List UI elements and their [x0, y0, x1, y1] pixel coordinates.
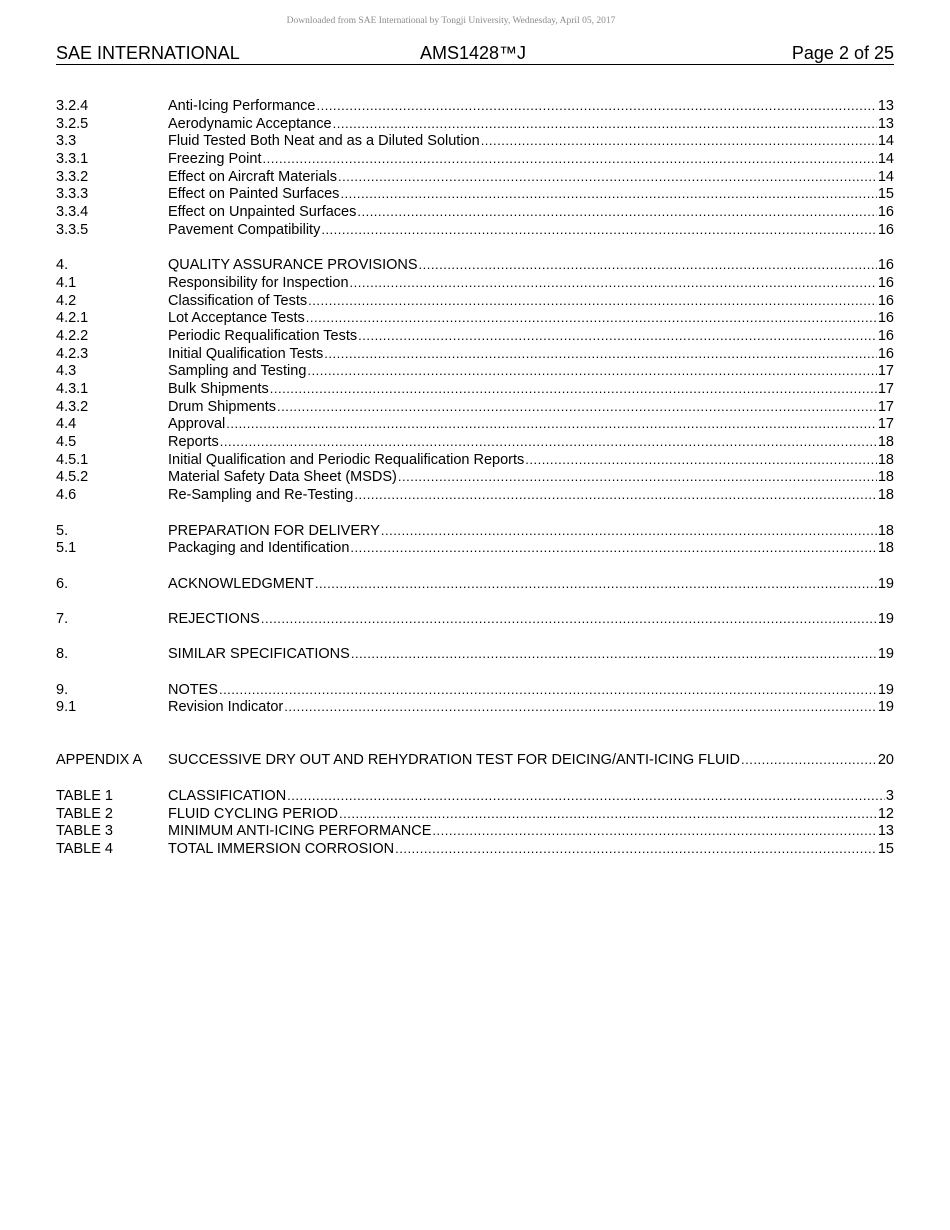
toc-entry-title: Effect on Aircraft Materials [168, 168, 337, 185]
toc-entry-page: 13 [877, 115, 894, 132]
toc-entry-title: Pavement Compatibility [168, 221, 321, 238]
toc-entry-page: 19 [877, 646, 894, 663]
toc-entry-page: 13 [877, 98, 894, 114]
dot-leader [419, 256, 877, 274]
dot-leader [226, 415, 877, 433]
toc-entry [56, 221, 894, 239]
toc-entry-title: Lot Acceptance Tests [168, 310, 305, 327]
dot-leader [277, 398, 877, 416]
toc-entry-page: 14 [877, 168, 894, 185]
toc-entry-title: FLUID CYCLING PERIOD [168, 805, 338, 822]
toc-entry-title: REJECTIONS [168, 610, 260, 627]
toc-entry-page: 16 [877, 345, 894, 362]
toc-entry-number: 3.3.3 [56, 186, 89, 203]
dot-leader [340, 185, 876, 203]
toc-entry-page: 18 [877, 469, 894, 486]
toc-entry [56, 185, 894, 203]
dot-leader [395, 840, 877, 858]
toc-entry-title: Re-Sampling and Re-Testing [168, 487, 354, 504]
toc-entry-page: 19 [877, 681, 894, 698]
toc-entry-page: 19 [877, 575, 894, 592]
toc-entry-page: 16 [877, 221, 894, 238]
section-spacer [56, 239, 894, 257]
toc-entry-number: 4. [56, 257, 69, 274]
dot-leader [287, 787, 885, 805]
section-spacer [56, 628, 894, 646]
toc-entry-number: 4.5.2 [56, 469, 89, 486]
toc-entry-page: 16 [877, 204, 894, 221]
section-spacer [56, 716, 894, 751]
dot-leader [321, 221, 877, 239]
toc-entry-number: 4.2.1 [56, 310, 89, 327]
toc-entry-page: 17 [877, 398, 894, 415]
toc-entry-title: Reports [168, 434, 219, 451]
toc-entry [56, 274, 894, 292]
toc-entry-page: 19 [877, 699, 894, 716]
toc-entry [56, 415, 894, 433]
page-header [56, 43, 894, 65]
table-of-contents [56, 97, 894, 858]
toc-entry-title: Bulk Shipments [168, 381, 269, 397]
toc-entry-page: 15 [877, 186, 894, 203]
dot-leader [398, 468, 877, 486]
toc-entry-number: 4.2.3 [56, 345, 89, 362]
toc-entry-number: 3.3.2 [56, 168, 89, 185]
toc-entry-title: Approval [168, 416, 226, 433]
dot-leader [351, 645, 877, 663]
toc-entry-title: Effect on Unpainted Surfaces [168, 204, 357, 221]
header-document-id: AMS1428™J [420, 43, 527, 63]
toc-entry-title: PREPARATION FOR DELIVERY [168, 522, 380, 539]
toc-entry-title: Initial Qualification and Periodic Requalification Reports [168, 451, 525, 468]
toc-entry-page: 16 [877, 327, 894, 344]
toc-entry-page: 16 [877, 292, 894, 309]
toc-entry [56, 433, 894, 451]
toc-entry-title: Revision Indicator [168, 699, 284, 716]
toc-entry-title: TOTAL IMMERSION CORROSION [168, 840, 395, 857]
dot-leader [354, 486, 876, 504]
toc-entry-page: 15 [877, 840, 894, 857]
dot-leader [263, 150, 877, 168]
toc-entry-number: 3.3.1 [56, 151, 89, 168]
toc-entry-title: Aerodynamic Acceptance [168, 115, 332, 132]
toc-entry-number: 3.3 [56, 133, 77, 150]
dot-leader [350, 539, 876, 557]
toc-entry-number: TABLE 4 [56, 840, 113, 857]
toc-entry [56, 486, 894, 504]
toc-entry [56, 150, 894, 168]
toc-entry [56, 468, 894, 486]
dot-leader [306, 309, 877, 327]
toc-entry-number: 3.2.4 [56, 98, 89, 114]
toc-entry [56, 345, 894, 363]
toc-entry-page: 20 [877, 752, 894, 769]
toc-entry-number: TABLE 1 [56, 787, 113, 804]
dot-leader [284, 698, 877, 716]
toc-entry-title: Anti-Icing Performance [168, 98, 316, 114]
toc-entry-number: 3.2.5 [56, 115, 89, 132]
header-page-number: Page 2 of 25 [791, 43, 894, 63]
toc-entry-page: 14 [877, 151, 894, 168]
section-spacer [56, 769, 894, 787]
toc-entry-number: 3.3.4 [56, 204, 89, 221]
dot-leader [741, 751, 877, 769]
dot-leader [339, 805, 877, 823]
toc-entry [56, 751, 894, 769]
toc-entry-page: 13 [877, 823, 894, 840]
toc-entry-title: MINIMUM ANTI-ICING PERFORMANCE [168, 823, 432, 840]
dot-leader [358, 327, 877, 345]
toc-entry [56, 522, 894, 540]
toc-entry-number: 4.3.2 [56, 398, 89, 415]
dot-leader [316, 97, 876, 115]
toc-entry-page: 16 [877, 274, 894, 291]
dot-leader [308, 292, 877, 310]
toc-entry-number: 4.6 [56, 487, 77, 504]
section-spacer [56, 592, 894, 610]
toc-entry-title: CLASSIFICATION [168, 787, 287, 804]
toc-entry-page: 18 [877, 451, 894, 468]
toc-entry-page: 17 [877, 416, 894, 433]
toc-entry-title: Initial Qualification Tests [168, 345, 324, 362]
toc-entry-title: Freezing Point [168, 151, 262, 168]
section-spacer [56, 557, 894, 575]
toc-entry-number: 8. [56, 646, 69, 663]
toc-entry [56, 840, 894, 858]
toc-entry [56, 380, 894, 398]
dot-leader [307, 362, 876, 380]
toc-entry-page: 18 [877, 540, 894, 557]
toc-entry-page: 16 [877, 310, 894, 327]
toc-entry-number: 4.1 [56, 274, 77, 291]
dot-leader [315, 575, 877, 593]
dot-leader [381, 522, 877, 540]
toc-entry-title: SIMILAR SPECIFICATIONS [168, 646, 350, 663]
toc-entry [56, 327, 894, 345]
toc-entry-page: 3 [885, 787, 894, 804]
toc-entry-title: ACKNOWLEDGMENT [168, 575, 314, 592]
toc-entry-number: TABLE 2 [56, 805, 113, 822]
toc-entry-page: 12 [877, 805, 894, 822]
toc-entry-title: Material Safety Data Sheet (MSDS) [168, 469, 397, 486]
toc-entry [56, 787, 894, 805]
dot-leader [338, 168, 877, 186]
toc-entry-number: 9. [56, 681, 69, 698]
toc-entry-number: 4.2 [56, 292, 77, 309]
toc-entry-number: 5.1 [56, 540, 77, 557]
toc-entry-number: 4.4 [56, 416, 77, 433]
toc-entry-title: Periodic Requalification Tests [168, 327, 358, 344]
toc-entry [56, 362, 894, 380]
toc-entry-page: 17 [877, 363, 894, 380]
section-spacer [56, 504, 894, 522]
toc-entry-title: Effect on Painted Surfaces [168, 186, 340, 203]
toc-entry [56, 698, 894, 716]
toc-entry-page: 18 [877, 434, 894, 451]
toc-entry [56, 132, 894, 150]
toc-entry [56, 451, 894, 469]
toc-entry-title: Sampling and Testing [168, 363, 307, 380]
dot-leader [481, 132, 877, 150]
toc-entry [56, 805, 894, 823]
dot-leader [357, 203, 877, 221]
toc-entry-number: 4.5 [56, 434, 77, 451]
toc-entry [56, 610, 894, 628]
dot-leader [270, 380, 877, 398]
toc-entry-number: 4.2.2 [56, 327, 89, 344]
toc-entry [56, 256, 894, 274]
toc-entry [56, 539, 894, 557]
toc-entry-number: 9.1 [56, 699, 77, 716]
header-organization: SAE INTERNATIONAL [56, 43, 240, 63]
dot-leader [220, 433, 877, 451]
toc-entry-title: Packaging and Identification [168, 540, 350, 557]
toc-entry [56, 398, 894, 416]
toc-entry-page: 17 [877, 381, 894, 397]
toc-entry-number: 7. [56, 610, 69, 627]
dot-leader [432, 822, 876, 840]
toc-entry-title: Classification of Tests [168, 292, 308, 309]
toc-entry-title: Drum Shipments [168, 398, 276, 415]
toc-entry-page: 16 [877, 257, 894, 274]
toc-entry-number: 3.3.5 [56, 221, 89, 238]
toc-entry-page: 19 [877, 610, 894, 627]
dot-leader [333, 115, 877, 133]
toc-entry-title: SUCCESSIVE DRY OUT AND REHYDRATION TEST FOR DEICING/ANTI-ICING FLUID [168, 752, 741, 769]
toc-entry [56, 575, 894, 593]
toc-entry [56, 645, 894, 663]
toc-entry-number: 4.3 [56, 363, 77, 380]
download-watermark: Downloaded from SAE International by Tongji University, Wednesday, April 05, 2017 [286, 16, 616, 26]
toc-entry-number: 5. [56, 522, 69, 539]
toc-entry-page: 18 [877, 522, 894, 539]
toc-entry-title: NOTES [168, 681, 218, 698]
toc-entry-number: 4.3.1 [56, 381, 89, 397]
dot-leader [324, 345, 877, 363]
toc-entry [56, 822, 894, 840]
toc-entry-title: Responsibility for Inspection [168, 274, 349, 291]
toc-entry [56, 97, 894, 115]
dot-leader [261, 610, 877, 628]
toc-entry-number: TABLE 3 [56, 823, 113, 840]
toc-entry-title: Fluid Tested Both Neat and as a Diluted Solution [168, 133, 480, 150]
toc-entry-number: 4.5.1 [56, 451, 89, 468]
dot-leader [219, 681, 877, 699]
toc-entry-number: APPENDIX A [56, 752, 143, 769]
toc-entry-page: 18 [877, 487, 894, 504]
toc-entry [56, 168, 894, 186]
toc-entry [56, 681, 894, 699]
toc-entry-title: QUALITY ASSURANCE PROVISIONS [168, 257, 418, 274]
toc-entry-page: 14 [877, 133, 894, 150]
toc-entry [56, 115, 894, 133]
toc-entry [56, 309, 894, 327]
dot-leader [350, 274, 877, 292]
toc-entry-number: 6. [56, 575, 69, 592]
toc-entry [56, 292, 894, 310]
toc-entry [56, 203, 894, 221]
section-spacer [56, 663, 894, 681]
dot-leader [525, 451, 877, 469]
